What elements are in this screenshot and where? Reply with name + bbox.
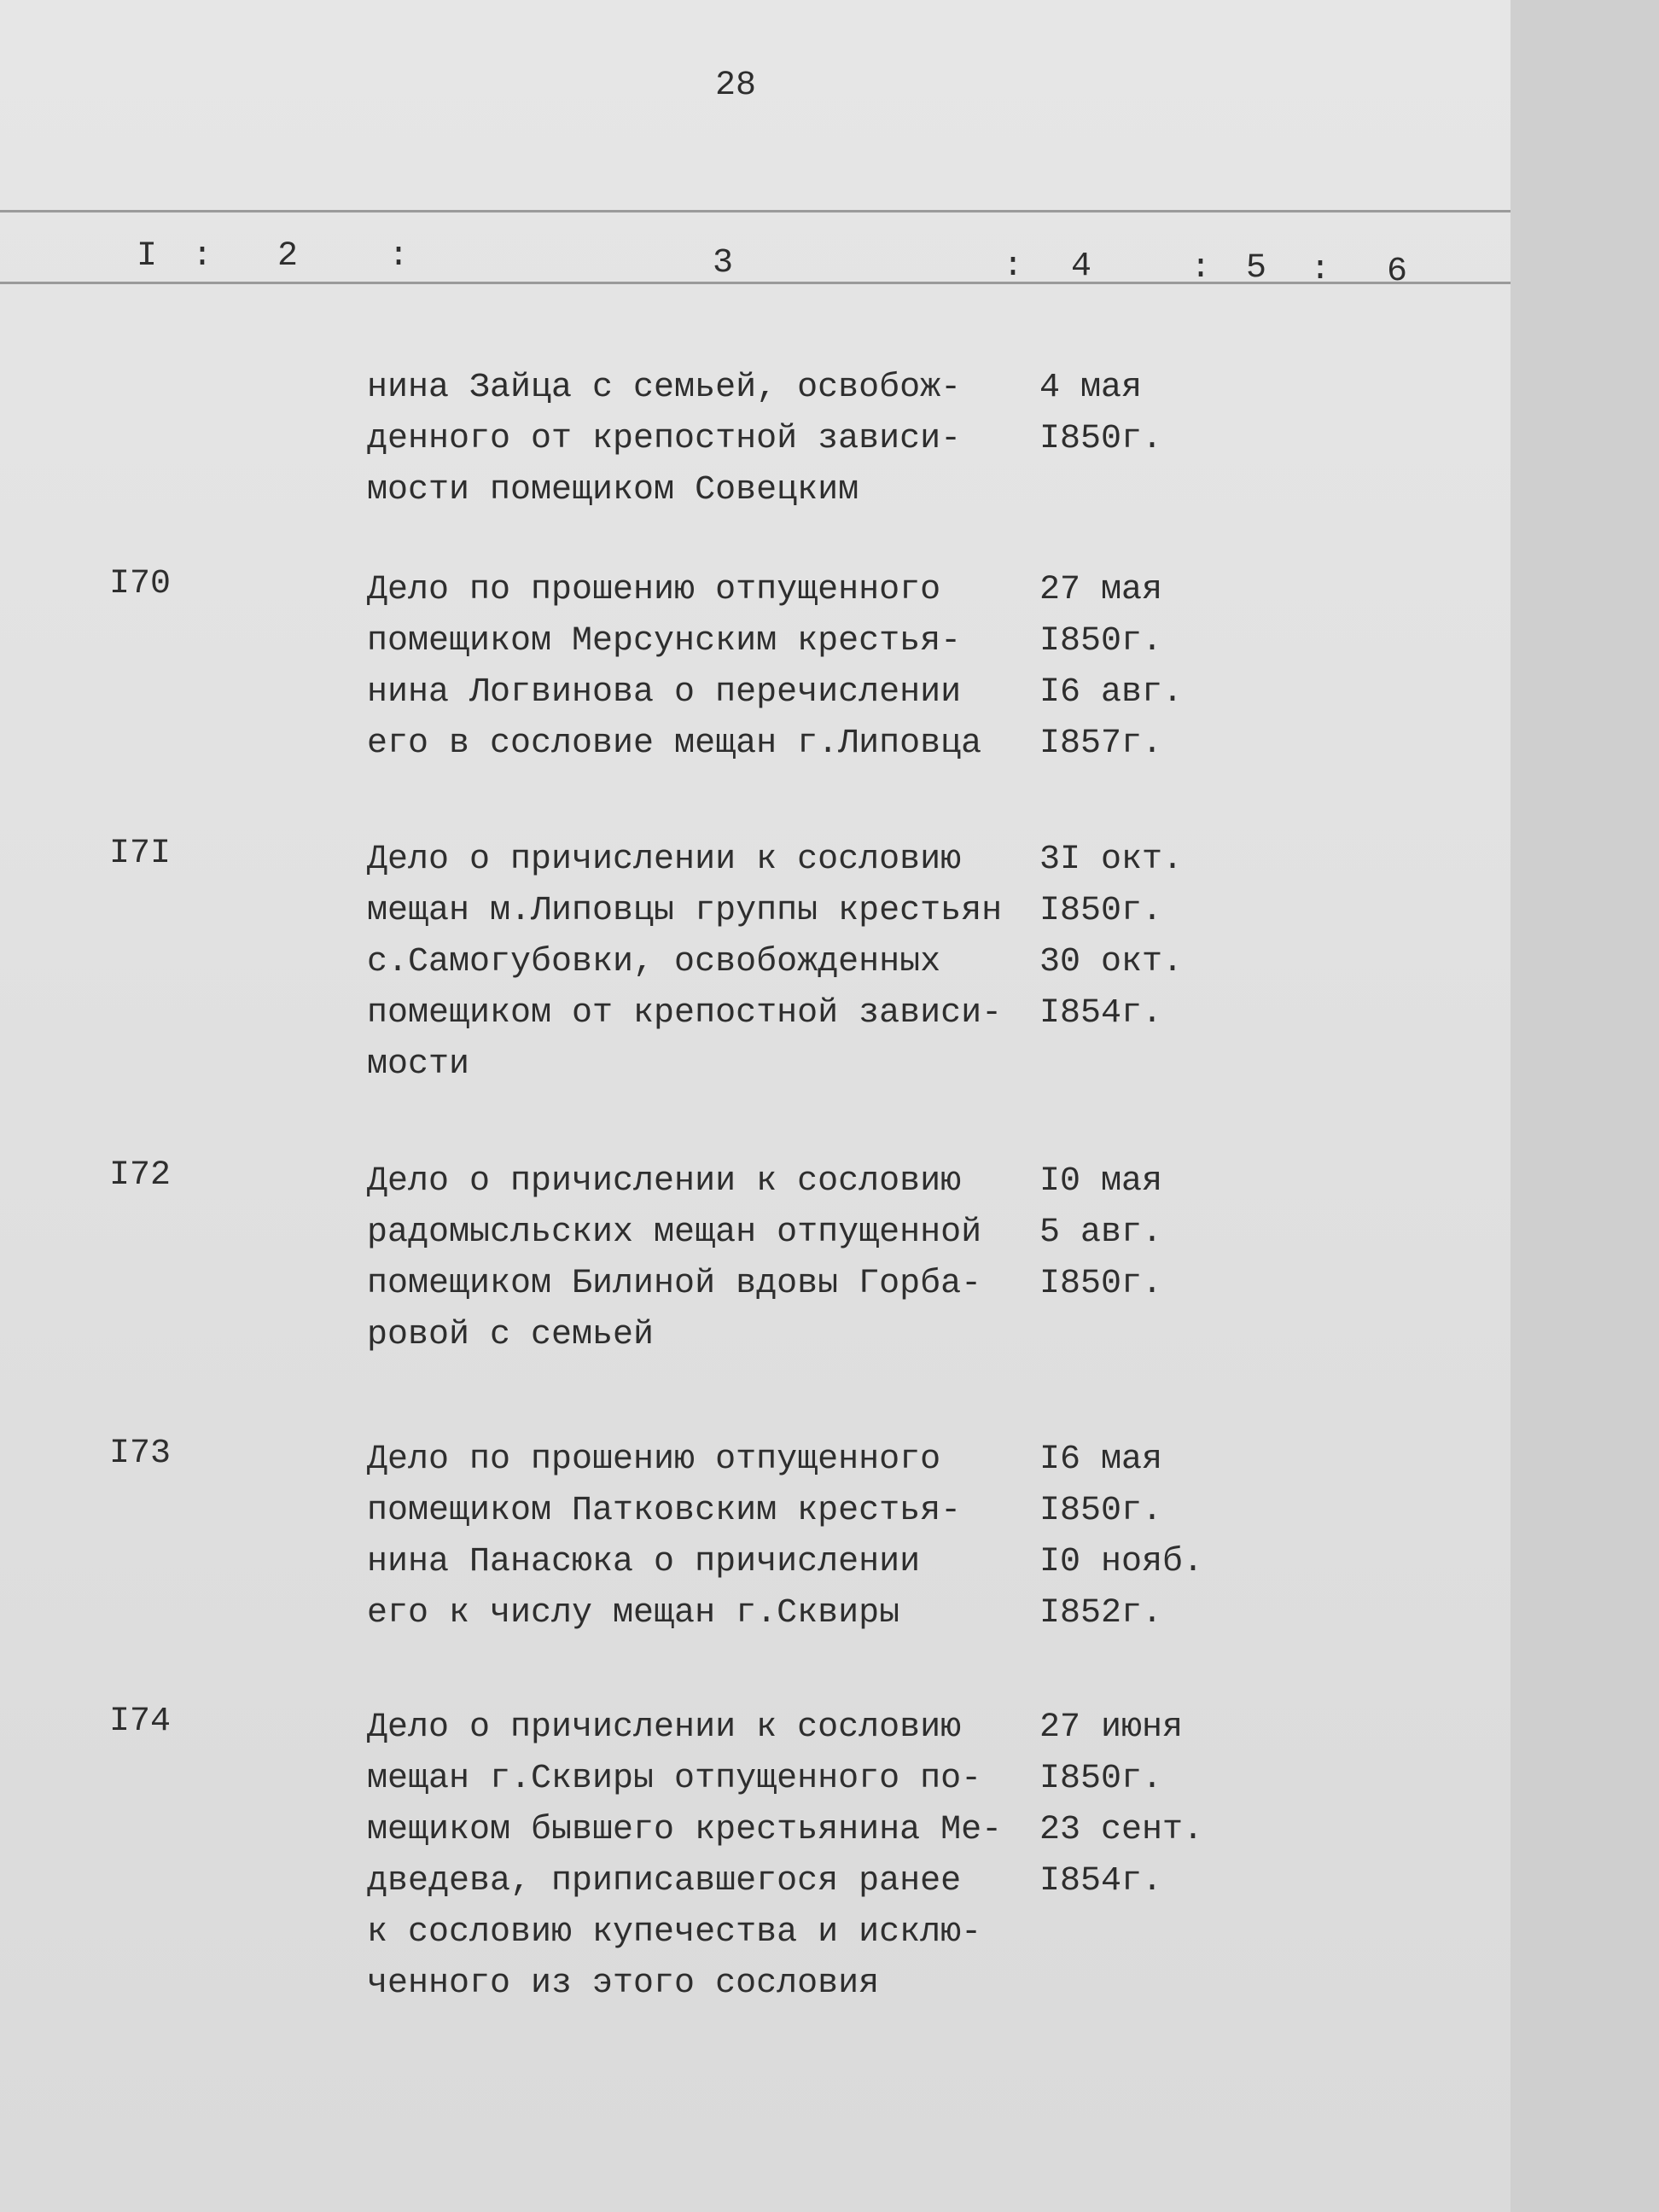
date-line: 23 сент. — [1039, 1811, 1204, 1849]
date-line: I854г. — [1039, 994, 1163, 1033]
page-number: 28 — [715, 67, 757, 105]
description-line: нина Зайца с семьей, освобож- — [367, 369, 962, 407]
header-rule-top — [0, 210, 1511, 212]
column-separator: : — [1003, 247, 1024, 286]
description-line: ченного из этого сословия — [367, 1965, 880, 2003]
description-line: Дело о причислении к сословию — [367, 1162, 962, 1201]
description-line: мости помещиком Совецким — [367, 471, 859, 509]
column-header: I — [137, 237, 158, 276]
entry-number: I73 — [109, 1435, 172, 1473]
entry-description — [367, 1703, 1002, 2010]
entry-description — [367, 565, 981, 770]
column-header: 4 — [1071, 247, 1092, 286]
description-line: Дело о причислении к сословию — [367, 1708, 962, 1747]
date-line: I6 авг. — [1039, 673, 1184, 712]
column-header: 5 — [1246, 249, 1267, 288]
date-line: I854г. — [1039, 1862, 1163, 1901]
entry-description — [367, 1435, 961, 1639]
description-line: Дело о причислении к сословию — [367, 841, 962, 879]
column-header: 6 — [1387, 253, 1408, 291]
description-line: денного от крепостной зависи- — [367, 420, 962, 458]
entry-number: I72 — [109, 1156, 172, 1195]
date-line: I0 мая — [1039, 1162, 1163, 1201]
entry-dates — [1039, 1703, 1203, 1907]
entry-dates — [1039, 363, 1162, 465]
date-line: I850г. — [1039, 420, 1163, 458]
column-separator: : — [1190, 249, 1212, 288]
description-line: дведева, приписавшегося ранее — [367, 1862, 962, 1901]
description-line: с.Самогубовки, освобожденных — [367, 943, 941, 981]
date-line: 27 мая — [1039, 571, 1163, 609]
entry-number: I70 — [109, 565, 172, 603]
column-separator: : — [192, 237, 213, 276]
description-line: мещан м.Липовцы группы крестьян — [367, 892, 1003, 930]
date-line: 27 июня — [1039, 1708, 1184, 1747]
date-line: 4 мая — [1039, 369, 1143, 407]
date-line: I0 нояб. — [1039, 1543, 1204, 1581]
date-line: 5 авг. — [1039, 1214, 1163, 1252]
column-separator: : — [1310, 251, 1331, 289]
date-line: I850г. — [1039, 622, 1163, 661]
date-line: I850г. — [1039, 892, 1163, 930]
column-header: 2 — [277, 237, 299, 276]
date-line: I850г. — [1039, 1492, 1163, 1530]
header-rule-bottom — [0, 282, 1511, 284]
description-line: его к числу мещан г.Сквиры — [367, 1594, 900, 1633]
description-line: к сословию купечества и исклю- — [367, 1913, 982, 1952]
description-line: мещиком бывшего крестьянина Ме- — [367, 1811, 1003, 1849]
date-line: I852г. — [1039, 1594, 1163, 1633]
entry-description — [367, 1156, 981, 1361]
entry-number: I7I — [109, 835, 172, 873]
entry-dates — [1039, 835, 1183, 1039]
description-line: его в сословие мещан г.Липовца — [367, 725, 982, 763]
column-separator: : — [388, 237, 410, 276]
entry-description — [367, 835, 1002, 1091]
description-line: мещан г.Сквиры отпущенного по- — [367, 1760, 982, 1798]
date-line: 30 окт. — [1039, 943, 1184, 981]
column-header: 3 — [713, 244, 734, 282]
description-line: радомысльских мещан отпущенной — [367, 1214, 982, 1252]
description-line: нина Панасюка о причислении — [367, 1543, 921, 1581]
description-line: помещиком Патковским крестья- — [367, 1492, 962, 1530]
description-line: Дело по прошению отпущенного — [367, 571, 941, 609]
entry-number: I74 — [109, 1703, 172, 1741]
description-line: Дело по прошению отпущенного — [367, 1441, 941, 1479]
description-line: ровой с семьей — [367, 1316, 655, 1354]
date-line: 3I окт. — [1039, 841, 1184, 879]
date-line: I6 мая — [1039, 1441, 1163, 1479]
entry-description — [367, 363, 961, 516]
description-line: помещиком от крепостной зависи- — [367, 994, 1003, 1033]
entry-dates — [1039, 1435, 1203, 1639]
description-line: помещиком Билиной вдовы Горба- — [367, 1265, 982, 1303]
description-line: нина Логвинова о перечислении — [367, 673, 962, 712]
entry-dates — [1039, 1156, 1162, 1310]
date-line: I850г. — [1039, 1265, 1163, 1303]
description-line: помещиком Мерсунским крестья- — [367, 622, 962, 661]
description-line: мости — [367, 1045, 470, 1084]
date-line: I857г. — [1039, 725, 1163, 763]
entry-dates — [1039, 565, 1183, 770]
date-line: I850г. — [1039, 1760, 1163, 1798]
